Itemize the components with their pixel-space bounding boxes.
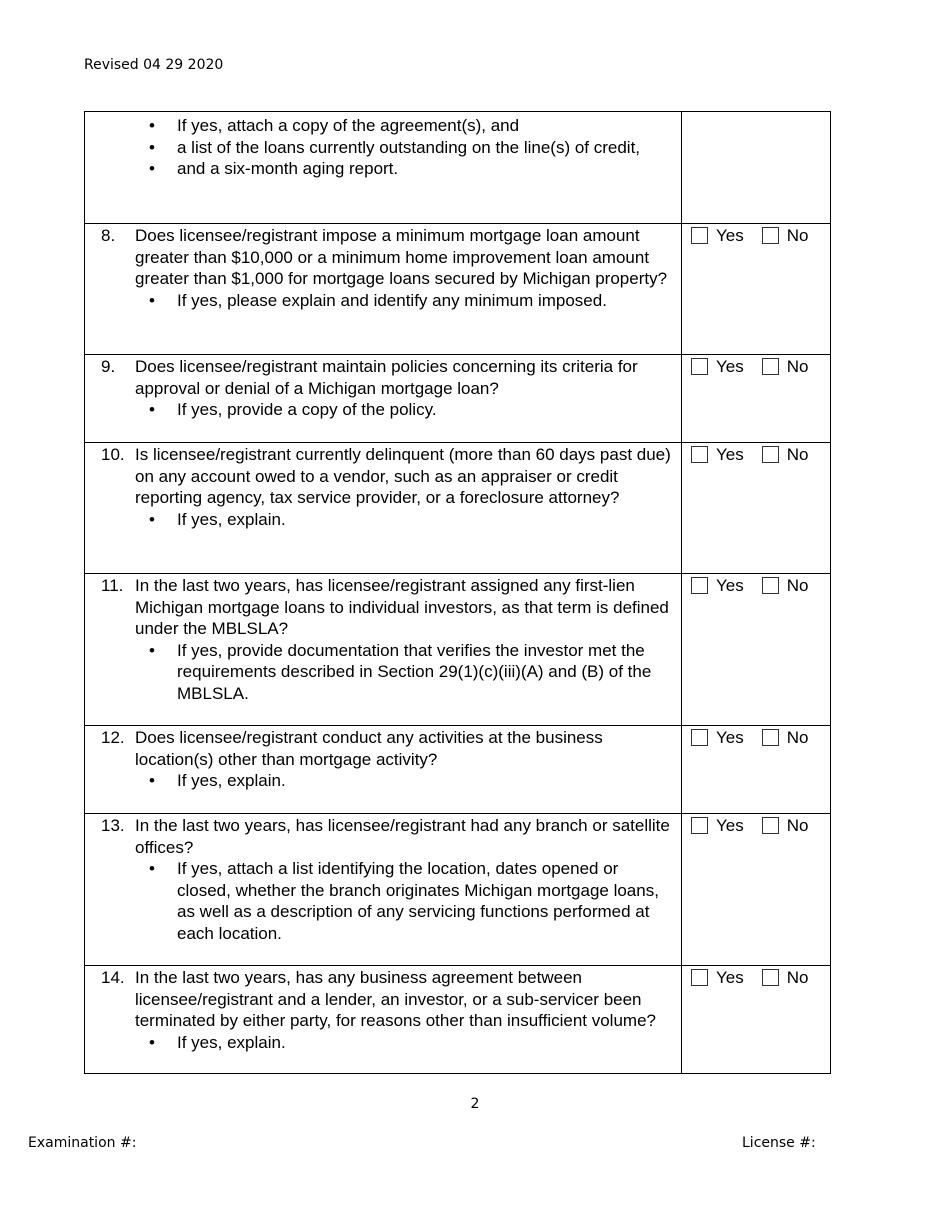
no-label: No (786, 576, 809, 595)
bullet-item: • If yes, attach a copy of the agreement(s), and (177, 115, 671, 137)
question-text: Does licensee/registrant conduct any activities at the business location(s) other than mortgage activity? (135, 728, 603, 769)
no-checkbox[interactable] (762, 817, 779, 834)
no-checkbox[interactable] (762, 969, 779, 986)
table-row (85, 443, 831, 574)
yes-checkbox[interactable] (691, 969, 708, 986)
no-checkbox[interactable] (762, 227, 779, 244)
yes-option[interactable] (691, 444, 744, 465)
question-text: In the last two years, has licensee/registrant had any branch or satellite offices? (135, 816, 670, 857)
table-row (85, 355, 831, 443)
question-number: 13. (101, 816, 125, 835)
bullet-list (101, 509, 671, 531)
bullet-item: • If yes, explain. (177, 1032, 671, 1054)
question-text: In the last two years, has any business agreement between licensee/registrant and a lender, an investor, or a sub-servicer been terminated by either party, for reasons other than insufficient volume? (135, 968, 656, 1030)
answer-cell-14 (682, 966, 831, 1074)
bullet-item: • a list of the loans currently outstanding on the line(s) of credit, (177, 137, 671, 159)
question-text: Is licensee/registrant currently delinquent (more than 60 days past due) on any account owed to a vendor, such as an appraiser or credit reporting agency, tax service provider, or a foreclosure attorney? (135, 445, 671, 507)
bullet-item: • If yes, explain. (177, 509, 671, 531)
yes-label: Yes (716, 576, 744, 595)
table-row (85, 726, 831, 814)
question-cell-11 (85, 574, 682, 726)
examination-number-label: Examination #: (28, 1135, 137, 1151)
answer-cell-11 (682, 574, 831, 726)
yes-option[interactable] (691, 356, 744, 377)
no-option[interactable] (762, 575, 809, 596)
question-cell-14 (85, 966, 682, 1074)
bullet-item: • If yes, provide a copy of the policy. (177, 399, 671, 421)
yes-checkbox[interactable] (691, 817, 708, 834)
yes-option[interactable] (691, 727, 744, 748)
question-number: 10. (101, 445, 125, 464)
no-option[interactable] (762, 225, 809, 246)
bullet-list (101, 640, 671, 705)
answer-cell-13 (682, 814, 831, 966)
yes-label: Yes (716, 968, 744, 987)
answer-cell-12 (682, 726, 831, 814)
yes-label: Yes (716, 357, 744, 376)
bullet-list (101, 115, 671, 180)
table-row (85, 814, 831, 966)
table-row (85, 112, 831, 224)
answer-cell-10 (682, 443, 831, 574)
question-text: Does licensee/registrant impose a minimum mortgage loan amount greater than $10,000 or a minimum home improvement loan amount greater than $1,000 for mortgage loans secured by Michigan property? (135, 226, 668, 288)
question-number: 8. (101, 226, 116, 245)
yes-option[interactable] (691, 815, 744, 836)
question-number: 9. (101, 357, 116, 376)
question-number: 11. (101, 576, 124, 595)
yes-label: Yes (716, 445, 744, 464)
yes-option[interactable] (691, 967, 744, 988)
question-cell-12 (85, 726, 682, 814)
bullet-list (101, 290, 671, 312)
yes-label: Yes (716, 728, 744, 747)
no-label: No (786, 968, 809, 987)
questionnaire-table (84, 111, 831, 1074)
question-number: 12. (101, 728, 125, 747)
no-label: No (786, 816, 809, 835)
bullet-list (101, 858, 671, 944)
bullet-list (101, 399, 671, 421)
yes-label: Yes (716, 816, 744, 835)
license-number-label: License #: (742, 1135, 816, 1151)
yes-option[interactable] (691, 575, 744, 596)
revised-date: Revised 04 29 2020 (84, 57, 224, 73)
yes-checkbox[interactable] (691, 227, 708, 244)
bullet-item: • If yes, please explain and identify any minimum imposed. (177, 290, 671, 312)
no-label: No (786, 226, 809, 245)
question-number: 14. (101, 968, 125, 987)
yes-checkbox[interactable] (691, 729, 708, 746)
bullet-item: • and a six-month aging report. (177, 158, 671, 180)
question-text: In the last two years, has licensee/registrant assigned any first-lien Michigan mortgage loans to individual investors, as that term is defined under the MBLSLA? (135, 576, 669, 638)
yes-checkbox[interactable] (691, 577, 708, 594)
no-checkbox[interactable] (762, 577, 779, 594)
no-label: No (786, 357, 809, 376)
no-checkbox[interactable] (762, 729, 779, 746)
answer-cell (682, 112, 831, 224)
no-checkbox[interactable] (762, 446, 779, 463)
no-label: No (786, 445, 809, 464)
bullet-item: • If yes, provide documentation that verifies the investor met the requirements described in Section 29(1)(c)(iii)(A) and (B) of the MBLSLA. (177, 640, 671, 705)
question-cell (85, 112, 682, 224)
yes-checkbox[interactable] (691, 446, 708, 463)
bullet-item: • If yes, explain. (177, 770, 671, 792)
yes-checkbox[interactable] (691, 358, 708, 375)
yes-label: Yes (716, 226, 744, 245)
no-label: No (786, 728, 809, 747)
question-text: Does licensee/registrant maintain policies concerning its criteria for approval or denial of a Michigan mortgage loan? (135, 357, 638, 398)
table-row (85, 574, 831, 726)
answer-cell-9 (682, 355, 831, 443)
question-cell-13 (85, 814, 682, 966)
question-cell-8 (85, 224, 682, 355)
question-cell-10 (85, 443, 682, 574)
no-option[interactable] (762, 356, 809, 377)
bullet-list (101, 1032, 671, 1054)
no-option[interactable] (762, 444, 809, 465)
answer-cell-8 (682, 224, 831, 355)
no-option[interactable] (762, 727, 809, 748)
table-row (85, 224, 831, 355)
bullet-list (101, 770, 671, 792)
page-number: 2 (470, 1096, 480, 1112)
bullet-item: • If yes, attach a list identifying the location, dates opened or closed, whether the branch originates Michigan mortgage loans, as well as a description of any servicing functions performed at each location. (177, 858, 671, 944)
yes-option[interactable] (691, 225, 744, 246)
no-option[interactable] (762, 967, 809, 988)
table-row (85, 966, 831, 1074)
no-option[interactable] (762, 815, 809, 836)
no-checkbox[interactable] (762, 358, 779, 375)
question-cell-9 (85, 355, 682, 443)
